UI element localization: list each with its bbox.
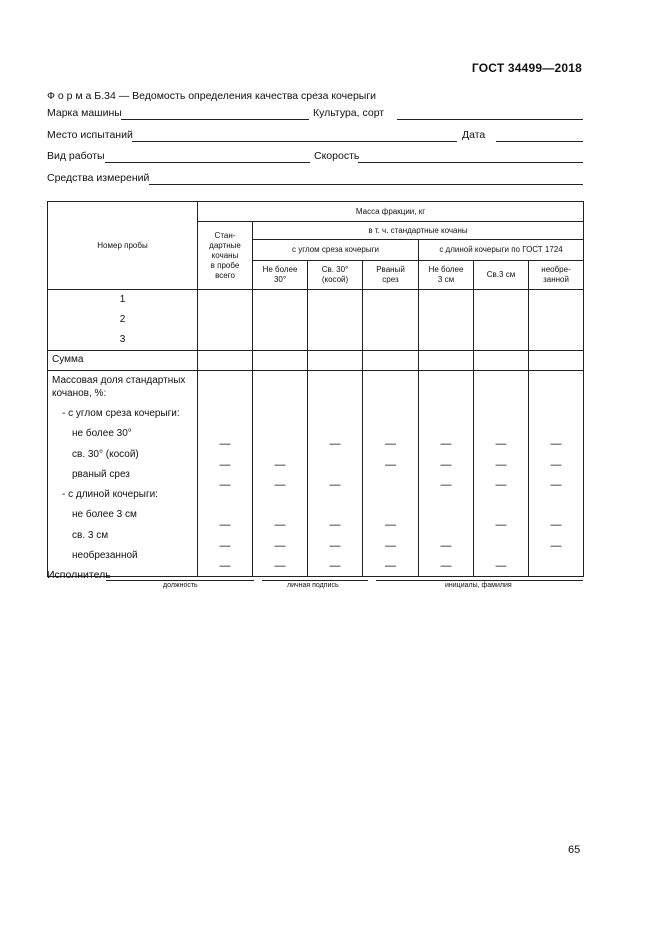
col-standard-header: Стан- дартные кочаны в пробе всего <box>198 222 253 290</box>
cell[interactable] <box>253 351 308 371</box>
cell[interactable] <box>198 351 253 371</box>
fraction-mass-table <box>47 201 584 577</box>
share-mark: — <box>495 478 507 491</box>
field-date-line[interactable] <box>496 141 583 142</box>
share-mark: — <box>329 438 341 451</box>
col-sample-header: Номер пробы <box>48 202 198 290</box>
executor-label: Исполнитель <box>47 569 111 581</box>
sample-2: 2 <box>119 314 126 325</box>
field-date-label: Дата <box>462 129 486 141</box>
share-row-label: необрезанной <box>72 550 138 562</box>
page-number: 65 <box>568 844 581 856</box>
standard-number: ГОСТ 34499—2018 <box>471 61 582 75</box>
share-title: Массовая доля стандартных кочанов, %: <box>52 375 186 399</box>
share-mark <box>198 414 252 434</box>
cell[interactable] <box>529 290 584 351</box>
share-mark: — <box>495 560 507 573</box>
sample-1: 1 <box>119 294 126 305</box>
share-mark <box>474 414 528 434</box>
share-mark: — <box>219 519 231 532</box>
share-column <box>198 371 253 577</box>
share-mark <box>474 536 528 556</box>
share-mark: — <box>329 519 341 532</box>
share-mark: — <box>385 539 396 552</box>
share-mark: — <box>274 478 286 491</box>
share-row-label: - с длиной кочерыги: <box>62 489 158 501</box>
field-instruments-line[interactable] <box>149 184 583 185</box>
share-mark: — <box>550 458 562 471</box>
position-line[interactable] <box>106 580 254 581</box>
share-mark <box>308 495 362 515</box>
share-mark: — <box>219 560 231 573</box>
share-mark <box>419 515 473 535</box>
share-mark: — <box>329 539 341 552</box>
share-mark: — <box>440 438 452 451</box>
share-mark <box>253 414 307 434</box>
share-mark: — <box>385 458 396 471</box>
name-line[interactable] <box>376 580 583 581</box>
share-mark: — <box>550 478 562 491</box>
sub-header-2: Св. 30° (косой) <box>308 261 363 290</box>
sub-header-5: Св.3 см <box>474 261 529 290</box>
share-mark <box>198 495 252 515</box>
share-mark: — <box>440 458 452 471</box>
form-title: Ф о р м а Б.34 — Ведомость определения качества среза кочерыги <box>47 90 377 102</box>
share-mark <box>419 414 473 434</box>
share-column <box>474 371 529 577</box>
share-mark: — <box>274 539 286 552</box>
field-speed-label: Скорость <box>314 150 360 162</box>
share-labels <box>52 404 197 566</box>
field-culture-label: Культура, сорт <box>313 107 385 119</box>
share-mark: — <box>495 458 507 471</box>
share-row-label: св. 30° (косой) <box>72 448 139 460</box>
share-mark: — <box>274 560 286 573</box>
share-row-label: не более 3 см <box>72 509 137 521</box>
share-column <box>419 371 474 577</box>
share-column <box>308 371 363 577</box>
sub-header-3: Рваный срез <box>363 261 419 290</box>
share-mark: — <box>495 438 507 451</box>
share-mark <box>363 414 418 434</box>
share-mark: — <box>385 560 396 573</box>
cell[interactable] <box>308 351 363 371</box>
share-mark <box>308 414 362 434</box>
cell[interactable] <box>308 290 363 351</box>
share-mark <box>529 495 583 515</box>
position-caption: должность <box>163 582 198 589</box>
share-mark: — <box>219 478 231 491</box>
share-column <box>363 371 419 577</box>
cell[interactable] <box>529 351 584 371</box>
share-mark <box>253 434 307 454</box>
group-len-header: с длиной кочерыги по ГОСТ 1724 <box>419 240 584 261</box>
field-instruments-label: Средства измерений <box>47 172 150 184</box>
field-place-line[interactable] <box>132 141 457 142</box>
cell[interactable] <box>198 290 253 351</box>
sub-header-4: Не более 3 см <box>419 261 474 290</box>
share-row-label: не более 30° <box>72 428 132 440</box>
share-mark <box>419 495 473 515</box>
share-mark: — <box>385 519 396 532</box>
share-mark: — <box>495 519 507 532</box>
col-mass-header: Масса фракции, кг <box>198 202 584 222</box>
share-mark <box>363 495 418 515</box>
share-column <box>529 371 584 577</box>
sub-header-1: Не более 30° <box>253 261 308 290</box>
share-mark: — <box>329 478 341 491</box>
field-work-label: Вид работы <box>47 150 105 162</box>
share-mark: — <box>329 560 341 573</box>
share-mark <box>308 455 362 475</box>
share-mark: — <box>550 539 562 552</box>
share-mark: — <box>274 458 286 471</box>
share-mark <box>529 414 583 434</box>
share-column <box>253 371 308 577</box>
share-row-label: - с углом среза кочерыги: <box>62 408 180 419</box>
share-mark: — <box>219 458 231 471</box>
sample-numbers <box>48 290 198 351</box>
cell[interactable] <box>419 351 474 371</box>
name-caption: инициалы, фамилия <box>445 582 512 589</box>
cell[interactable] <box>474 290 529 351</box>
field-machine-line[interactable] <box>121 119 309 120</box>
cell[interactable] <box>363 351 419 371</box>
cell[interactable] <box>253 290 308 351</box>
share-mark: — <box>550 438 562 451</box>
col-incl-header: в т. ч. стандартные кочаны <box>253 222 584 240</box>
cell[interactable] <box>474 351 529 371</box>
share-mark <box>474 495 528 515</box>
sum-label: Сумма <box>48 351 198 371</box>
share-mark: — <box>440 539 452 552</box>
field-place-label: Место испытаний <box>47 129 133 141</box>
cell[interactable] <box>363 290 419 351</box>
share-mark: — <box>219 539 231 552</box>
signature-caption: личная подпись <box>287 582 339 589</box>
share-mark: — <box>550 519 562 532</box>
share-mark: — <box>274 519 286 532</box>
share-row-label: св. 3 см <box>72 529 109 541</box>
sub-header-6: необре- занной <box>529 261 584 290</box>
field-speed-line[interactable] <box>358 162 583 163</box>
sample-3: 3 <box>119 334 126 345</box>
signature-line[interactable] <box>262 580 368 581</box>
field-work-line[interactable] <box>105 162 310 163</box>
field-culture-line[interactable] <box>397 119 583 120</box>
share-mark <box>363 475 418 495</box>
cell[interactable] <box>419 290 474 351</box>
share-mark: — <box>219 438 231 451</box>
share-mark <box>529 556 583 576</box>
share-mark: — <box>440 560 452 573</box>
field-machine-label: Марка машины <box>47 107 122 119</box>
share-row-label: рваный срез <box>72 468 130 480</box>
share-mark: — <box>385 438 396 451</box>
share-block <box>48 371 198 577</box>
share-mark <box>253 495 307 515</box>
group-cut-header: с углом среза кочерыги <box>253 240 419 261</box>
share-mark: — <box>440 478 452 491</box>
